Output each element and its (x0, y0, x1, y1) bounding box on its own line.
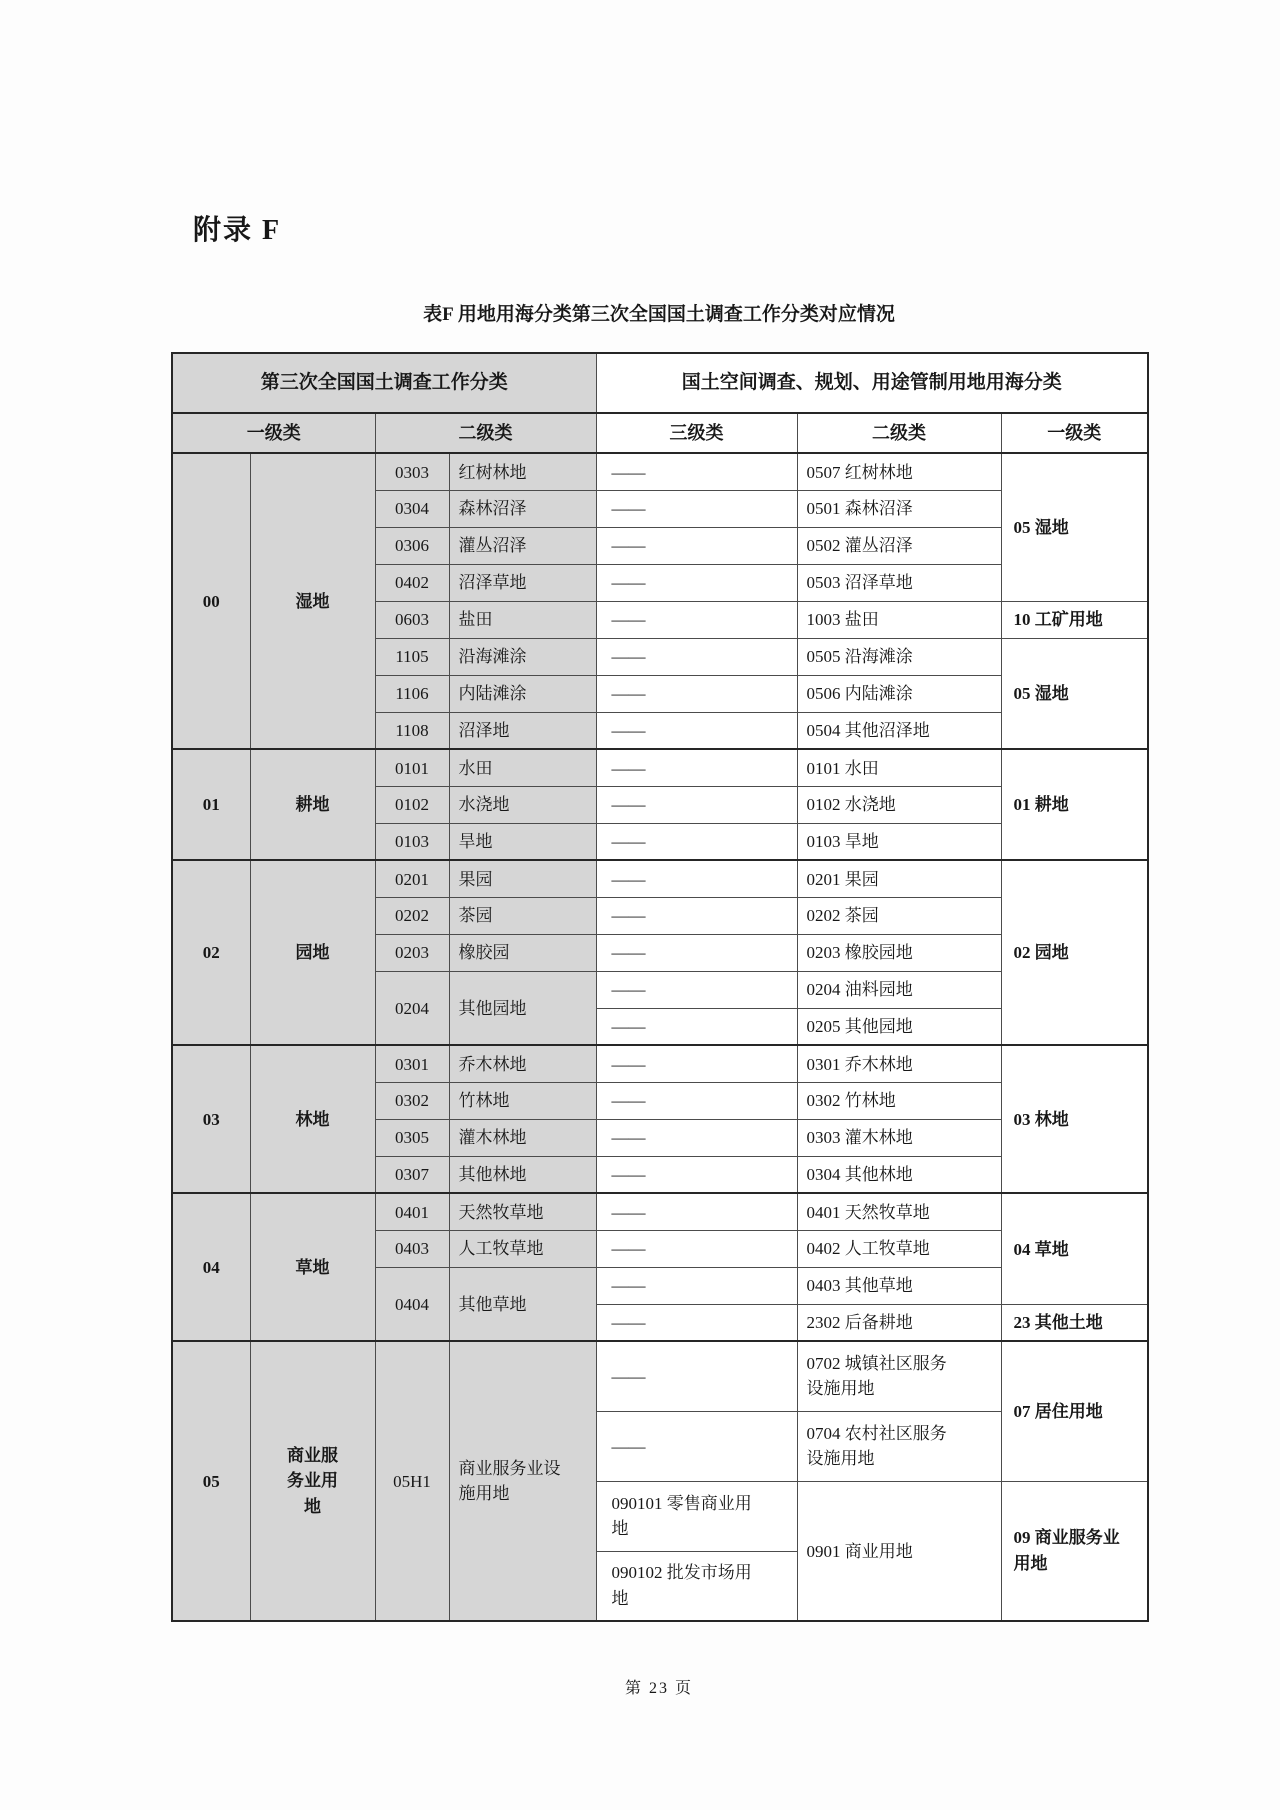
cell-text: 03 林地 (1013, 1109, 1069, 1129)
cell-text: 02 (202, 943, 220, 963)
table-cell (449, 638, 596, 675)
cell-text: 0505 沿海滩涂 (806, 647, 913, 667)
table-cell (449, 1230, 596, 1267)
table-cell (596, 1119, 797, 1156)
table-cell (797, 786, 1001, 823)
correspondence-table (171, 352, 1149, 1622)
header-row-levels (172, 413, 1148, 453)
cell-text: 0702 城镇社区服务设施用地 (806, 1353, 947, 1399)
table-cell (449, 527, 596, 564)
table-cell (375, 453, 449, 490)
table-cell (449, 823, 596, 860)
table-cell (797, 1082, 1001, 1119)
cell-text: 林地 (295, 1109, 330, 1129)
table-cell (1001, 1341, 1148, 1481)
cell-text: —— (611, 536, 646, 556)
table-cell (449, 1082, 596, 1119)
table-cell (375, 1230, 449, 1267)
table-cell (1001, 638, 1148, 749)
table-cell (449, 1119, 596, 1156)
table-cell (596, 1193, 797, 1230)
cell-text: —— (611, 906, 646, 926)
cell-text: 01 耕地 (1013, 795, 1069, 815)
cell-text: 茶园 (458, 906, 493, 926)
cell-text: —— (611, 869, 646, 889)
cell-text: 0501 森林沼泽 (806, 499, 913, 519)
cell-text: 0603 (395, 610, 429, 630)
table-cell (797, 823, 1001, 860)
header-level1-left: 一级类 (172, 413, 375, 453)
table-cell (449, 453, 596, 490)
cell-text: 0203 橡胶园地 (806, 943, 913, 963)
table-cell (596, 638, 797, 675)
cell-text: 0203 (395, 943, 429, 963)
cell-text: 0204 油料园地 (806, 980, 913, 1000)
table-cell (375, 1341, 449, 1621)
table-cell (797, 1230, 1001, 1267)
cell-text: 04 (202, 1257, 220, 1277)
cell-text: —— (611, 610, 646, 630)
cell-text: 01 (202, 795, 220, 815)
table-cell (596, 1481, 797, 1551)
table-cell (1001, 860, 1148, 1045)
table-cell (596, 1411, 797, 1481)
table-cell (596, 453, 797, 490)
cell-text: 02 园地 (1013, 943, 1069, 963)
table-cell (797, 1156, 1001, 1193)
cell-text: —— (611, 1165, 646, 1185)
cell-text: 商业服务业设施用地 (458, 1458, 561, 1503)
table-cell (596, 1267, 797, 1304)
table-cell (375, 860, 449, 897)
cell-text: 0305 (395, 1128, 429, 1148)
table-cell (596, 1230, 797, 1267)
cell-text: 0102 水浇地 (806, 795, 896, 815)
table-cell (250, 1341, 375, 1621)
table-cell (375, 1082, 449, 1119)
cell-text: 0402 (395, 573, 429, 593)
cell-text: 其他园地 (458, 998, 527, 1018)
table-cell (596, 601, 797, 638)
cell-text: —— (611, 832, 646, 852)
table-cell (797, 1008, 1001, 1045)
table-row (172, 1341, 1148, 1411)
table-cell (375, 564, 449, 601)
table-cell (449, 1193, 596, 1230)
cell-text: 090101 零售商业用地 (611, 1493, 752, 1538)
cell-text: 2302 后备耕地 (806, 1313, 913, 1333)
table-cell (797, 1411, 1001, 1481)
cell-text: —— (611, 573, 646, 593)
cell-text: 盐田 (458, 610, 493, 630)
cell-text: 10 工矿用地 (1013, 610, 1103, 630)
cell-text: —— (611, 499, 646, 519)
table-row (172, 1193, 1148, 1230)
table-cell (375, 786, 449, 823)
table-cell (449, 1045, 596, 1082)
table-cell (797, 1481, 1001, 1621)
table-caption: 表F 用地用海分类第三次全国国土调查工作分类对应情况 (423, 304, 895, 325)
cell-text: —— (611, 1128, 646, 1148)
header-third-national-survey: 第三次全国国土调查工作分类 (172, 353, 596, 413)
table-cell (375, 675, 449, 712)
table-cell (449, 934, 596, 971)
cell-text: 090102 批发市场用地 (611, 1563, 752, 1608)
table-cell (375, 1156, 449, 1193)
header-level3-right: 三级类 (596, 413, 797, 453)
table-body (172, 453, 1148, 1621)
cell-text: 竹林地 (458, 1091, 510, 1111)
table-cell (449, 749, 596, 786)
table-cell (375, 1193, 449, 1230)
cell-text: 07 居住用地 (1013, 1402, 1103, 1422)
cell-text: 03 (202, 1109, 220, 1129)
cell-text: 0306 (395, 536, 429, 556)
cell-text: 0201 (395, 869, 429, 889)
table-cell (596, 860, 797, 897)
table-cell (375, 749, 449, 786)
cell-text: 沿海滩涂 (458, 647, 527, 667)
table-cell (375, 897, 449, 934)
table-cell (172, 453, 250, 749)
table-cell (172, 860, 250, 1045)
table-cell (375, 1267, 449, 1341)
table-cell (797, 1045, 1001, 1082)
table-cell (596, 786, 797, 823)
cell-text: 其他草地 (458, 1294, 527, 1314)
table-cell (449, 786, 596, 823)
table-cell (449, 675, 596, 712)
cell-text: 人工牧草地 (458, 1239, 544, 1259)
table-cell (172, 749, 250, 860)
cell-text: 沼泽地 (458, 721, 510, 741)
cell-text: 0303 灌木林地 (806, 1128, 913, 1148)
cell-text: 0101 (395, 758, 429, 778)
table-cell (797, 1267, 1001, 1304)
table-cell (797, 675, 1001, 712)
cell-text: 0506 内陆滩涂 (806, 684, 913, 704)
cell-text: —— (611, 795, 646, 815)
table-cell (797, 638, 1001, 675)
cell-text: 0901 商业用地 (806, 1541, 913, 1561)
table-cell (797, 601, 1001, 638)
appendix-title: 附录 F (193, 215, 282, 246)
cell-text: 0103 (395, 832, 429, 852)
cell-text: 0404 (395, 1294, 429, 1314)
table-row (172, 749, 1148, 786)
table-cell (596, 1304, 797, 1341)
table-cell (1001, 1304, 1148, 1341)
table-cell (797, 860, 1001, 897)
cell-text: 0704 农村社区服务设施用地 (806, 1423, 947, 1468)
table-cell (375, 1119, 449, 1156)
cell-text: 0102 (395, 795, 429, 815)
cell-text: 0202 (395, 906, 429, 926)
table-cell (596, 1551, 797, 1621)
table-cell (375, 527, 449, 564)
table-cell (797, 527, 1001, 564)
cell-text: 0504 其他沼泽地 (806, 721, 930, 741)
cell-text: 0402 人工牧草地 (806, 1239, 930, 1259)
cell-text: 耕地 (295, 795, 330, 815)
table-cell (250, 860, 375, 1045)
table-cell (375, 638, 449, 675)
table-cell (375, 823, 449, 860)
table-cell (1001, 601, 1148, 638)
cell-text: 天然牧草地 (458, 1202, 544, 1222)
cell-text: 05H1 (393, 1471, 431, 1491)
cell-text: 乔木林地 (458, 1054, 527, 1074)
table-cell (596, 564, 797, 601)
table-cell (596, 1045, 797, 1082)
table-cell (596, 749, 797, 786)
table-cell (250, 749, 375, 860)
table-cell (797, 897, 1001, 934)
cell-text: 0202 茶园 (806, 906, 879, 926)
table-cell (596, 823, 797, 860)
cell-text: 0101 水田 (806, 758, 879, 778)
table-cell (596, 1008, 797, 1045)
table-cell (1001, 749, 1148, 860)
table-cell (375, 712, 449, 749)
table-cell (449, 1156, 596, 1193)
table-cell (375, 601, 449, 638)
table-cell (250, 453, 375, 749)
cell-text: —— (611, 980, 646, 1000)
cell-text: 园地 (295, 943, 330, 963)
table-cell (596, 675, 797, 712)
cell-text: 0204 (395, 998, 429, 1018)
table-cell (449, 1341, 596, 1621)
table-cell (797, 934, 1001, 971)
table-cell (449, 897, 596, 934)
table-row (172, 453, 1148, 490)
table-cell (250, 1045, 375, 1193)
cell-text: 1106 (395, 684, 429, 704)
cell-text: 旱地 (458, 832, 493, 852)
cell-text: 0304 (395, 499, 429, 519)
cell-text: —— (611, 1436, 646, 1456)
cell-text: 0502 灌丛沼泽 (806, 536, 913, 556)
table-cell (375, 971, 449, 1045)
table-cell (596, 1156, 797, 1193)
cell-text: 04 草地 (1013, 1239, 1069, 1259)
cell-text: —— (611, 721, 646, 741)
table-cell (449, 1267, 596, 1341)
cell-text: 0303 (395, 462, 429, 482)
table-cell (449, 860, 596, 897)
cell-text: —— (611, 1276, 646, 1296)
table-cell (797, 712, 1001, 749)
cell-text: 0401 天然牧草地 (806, 1202, 930, 1222)
cell-text: 水浇地 (458, 795, 510, 815)
table-cell (449, 601, 596, 638)
cell-text: 05 湿地 (1013, 684, 1069, 704)
table-cell (797, 564, 1001, 601)
cell-text: —— (611, 1239, 646, 1259)
table-cell (1001, 1045, 1148, 1193)
cell-text: 0503 沼泽草地 (806, 573, 913, 593)
cell-text: 沼泽草地 (458, 573, 527, 593)
cell-text: 灌丛沼泽 (458, 536, 527, 556)
table-row (172, 860, 1148, 897)
cell-text: 0403 (395, 1239, 429, 1259)
cell-text: 0201 果园 (806, 869, 879, 889)
cell-text: 0301 乔木林地 (806, 1054, 913, 1074)
cell-text: 灌木林地 (458, 1128, 527, 1148)
cell-text: 果园 (458, 869, 493, 889)
cell-text: 0302 (395, 1091, 429, 1111)
page-number-footer: 第 23 页 (624, 1680, 693, 1697)
table-cell (797, 490, 1001, 527)
cell-text: —— (611, 647, 646, 667)
table-cell (797, 1119, 1001, 1156)
cell-text: 0307 (395, 1165, 429, 1185)
cell-text: 内陆滩涂 (458, 684, 527, 704)
table-cell (596, 490, 797, 527)
table-cell (449, 712, 596, 749)
cell-text: 1003 盐田 (806, 610, 879, 630)
table-cell (596, 971, 797, 1008)
table-cell (797, 1304, 1001, 1341)
cell-text: 草地 (295, 1257, 330, 1277)
table-cell (250, 1193, 375, 1341)
table-cell (1001, 453, 1148, 601)
table-cell (172, 1193, 250, 1341)
cell-text: 0302 竹林地 (806, 1091, 896, 1111)
table-cell (449, 490, 596, 527)
cell-text: —— (611, 1313, 646, 1333)
cell-text: 0403 其他草地 (806, 1276, 913, 1296)
header-territorial-space-classification: 国土空间调查、规划、用途管制用地用海分类 (596, 353, 1148, 413)
table-cell (172, 1341, 250, 1621)
cell-text: 商业服务业用地 (287, 1445, 338, 1516)
cell-text: 0301 (395, 1054, 429, 1074)
cell-text: 09 商业服务业用地 (1013, 1528, 1120, 1573)
cell-text: —— (611, 462, 646, 482)
table-cell (596, 1341, 797, 1411)
table-cell (797, 971, 1001, 1008)
cell-text: —— (611, 1367, 646, 1387)
table-cell (375, 1045, 449, 1082)
cell-text: —— (611, 1054, 646, 1074)
cell-text: 其他林地 (458, 1165, 527, 1185)
cell-text: 23 其他土地 (1013, 1313, 1103, 1333)
cell-text: 0205 其他园地 (806, 1017, 913, 1037)
cell-text: 00 (202, 591, 220, 611)
table-cell (1001, 1193, 1148, 1304)
cell-text: —— (611, 684, 646, 704)
cell-text: 红树林地 (458, 462, 527, 482)
table-header (172, 353, 1148, 453)
table-cell (449, 564, 596, 601)
header-level2-left: 二级类 (375, 413, 596, 453)
header-level2-right: 二级类 (797, 413, 1001, 453)
cell-text: —— (611, 943, 646, 963)
cell-text: 橡胶园 (458, 943, 510, 963)
table-cell (797, 453, 1001, 490)
table-cell (596, 934, 797, 971)
cell-text: 森林沼泽 (458, 499, 527, 519)
table-cell (1001, 1481, 1148, 1621)
table-cell (449, 971, 596, 1045)
cell-text: 05 湿地 (1013, 518, 1069, 538)
table-cell (172, 1045, 250, 1193)
cell-text: 湿地 (295, 591, 330, 611)
cell-text: 0304 其他林地 (806, 1165, 913, 1185)
table-cell (375, 934, 449, 971)
table-cell (797, 1341, 1001, 1411)
cell-text: —— (611, 1017, 646, 1037)
table-cell (797, 749, 1001, 786)
table-cell (596, 527, 797, 564)
cell-text: 05 (202, 1471, 220, 1491)
table-cell (596, 1082, 797, 1119)
cell-text: 0507 红树林地 (806, 462, 913, 482)
cell-text: 0103 旱地 (806, 832, 879, 852)
cell-text: 1108 (395, 721, 429, 741)
table-cell (596, 712, 797, 749)
cell-text: 0401 (395, 1202, 429, 1222)
table-cell (596, 897, 797, 934)
header-level1-right: 一级类 (1001, 413, 1148, 453)
cell-text: 1105 (395, 647, 429, 667)
cell-text: —— (611, 758, 646, 778)
table-row (172, 1045, 1148, 1082)
table-cell (797, 1193, 1001, 1230)
cell-text: 水田 (458, 758, 493, 778)
cell-text: —— (611, 1202, 646, 1222)
header-row-groups (172, 353, 1148, 413)
table-cell (375, 490, 449, 527)
cell-text: —— (611, 1091, 646, 1111)
